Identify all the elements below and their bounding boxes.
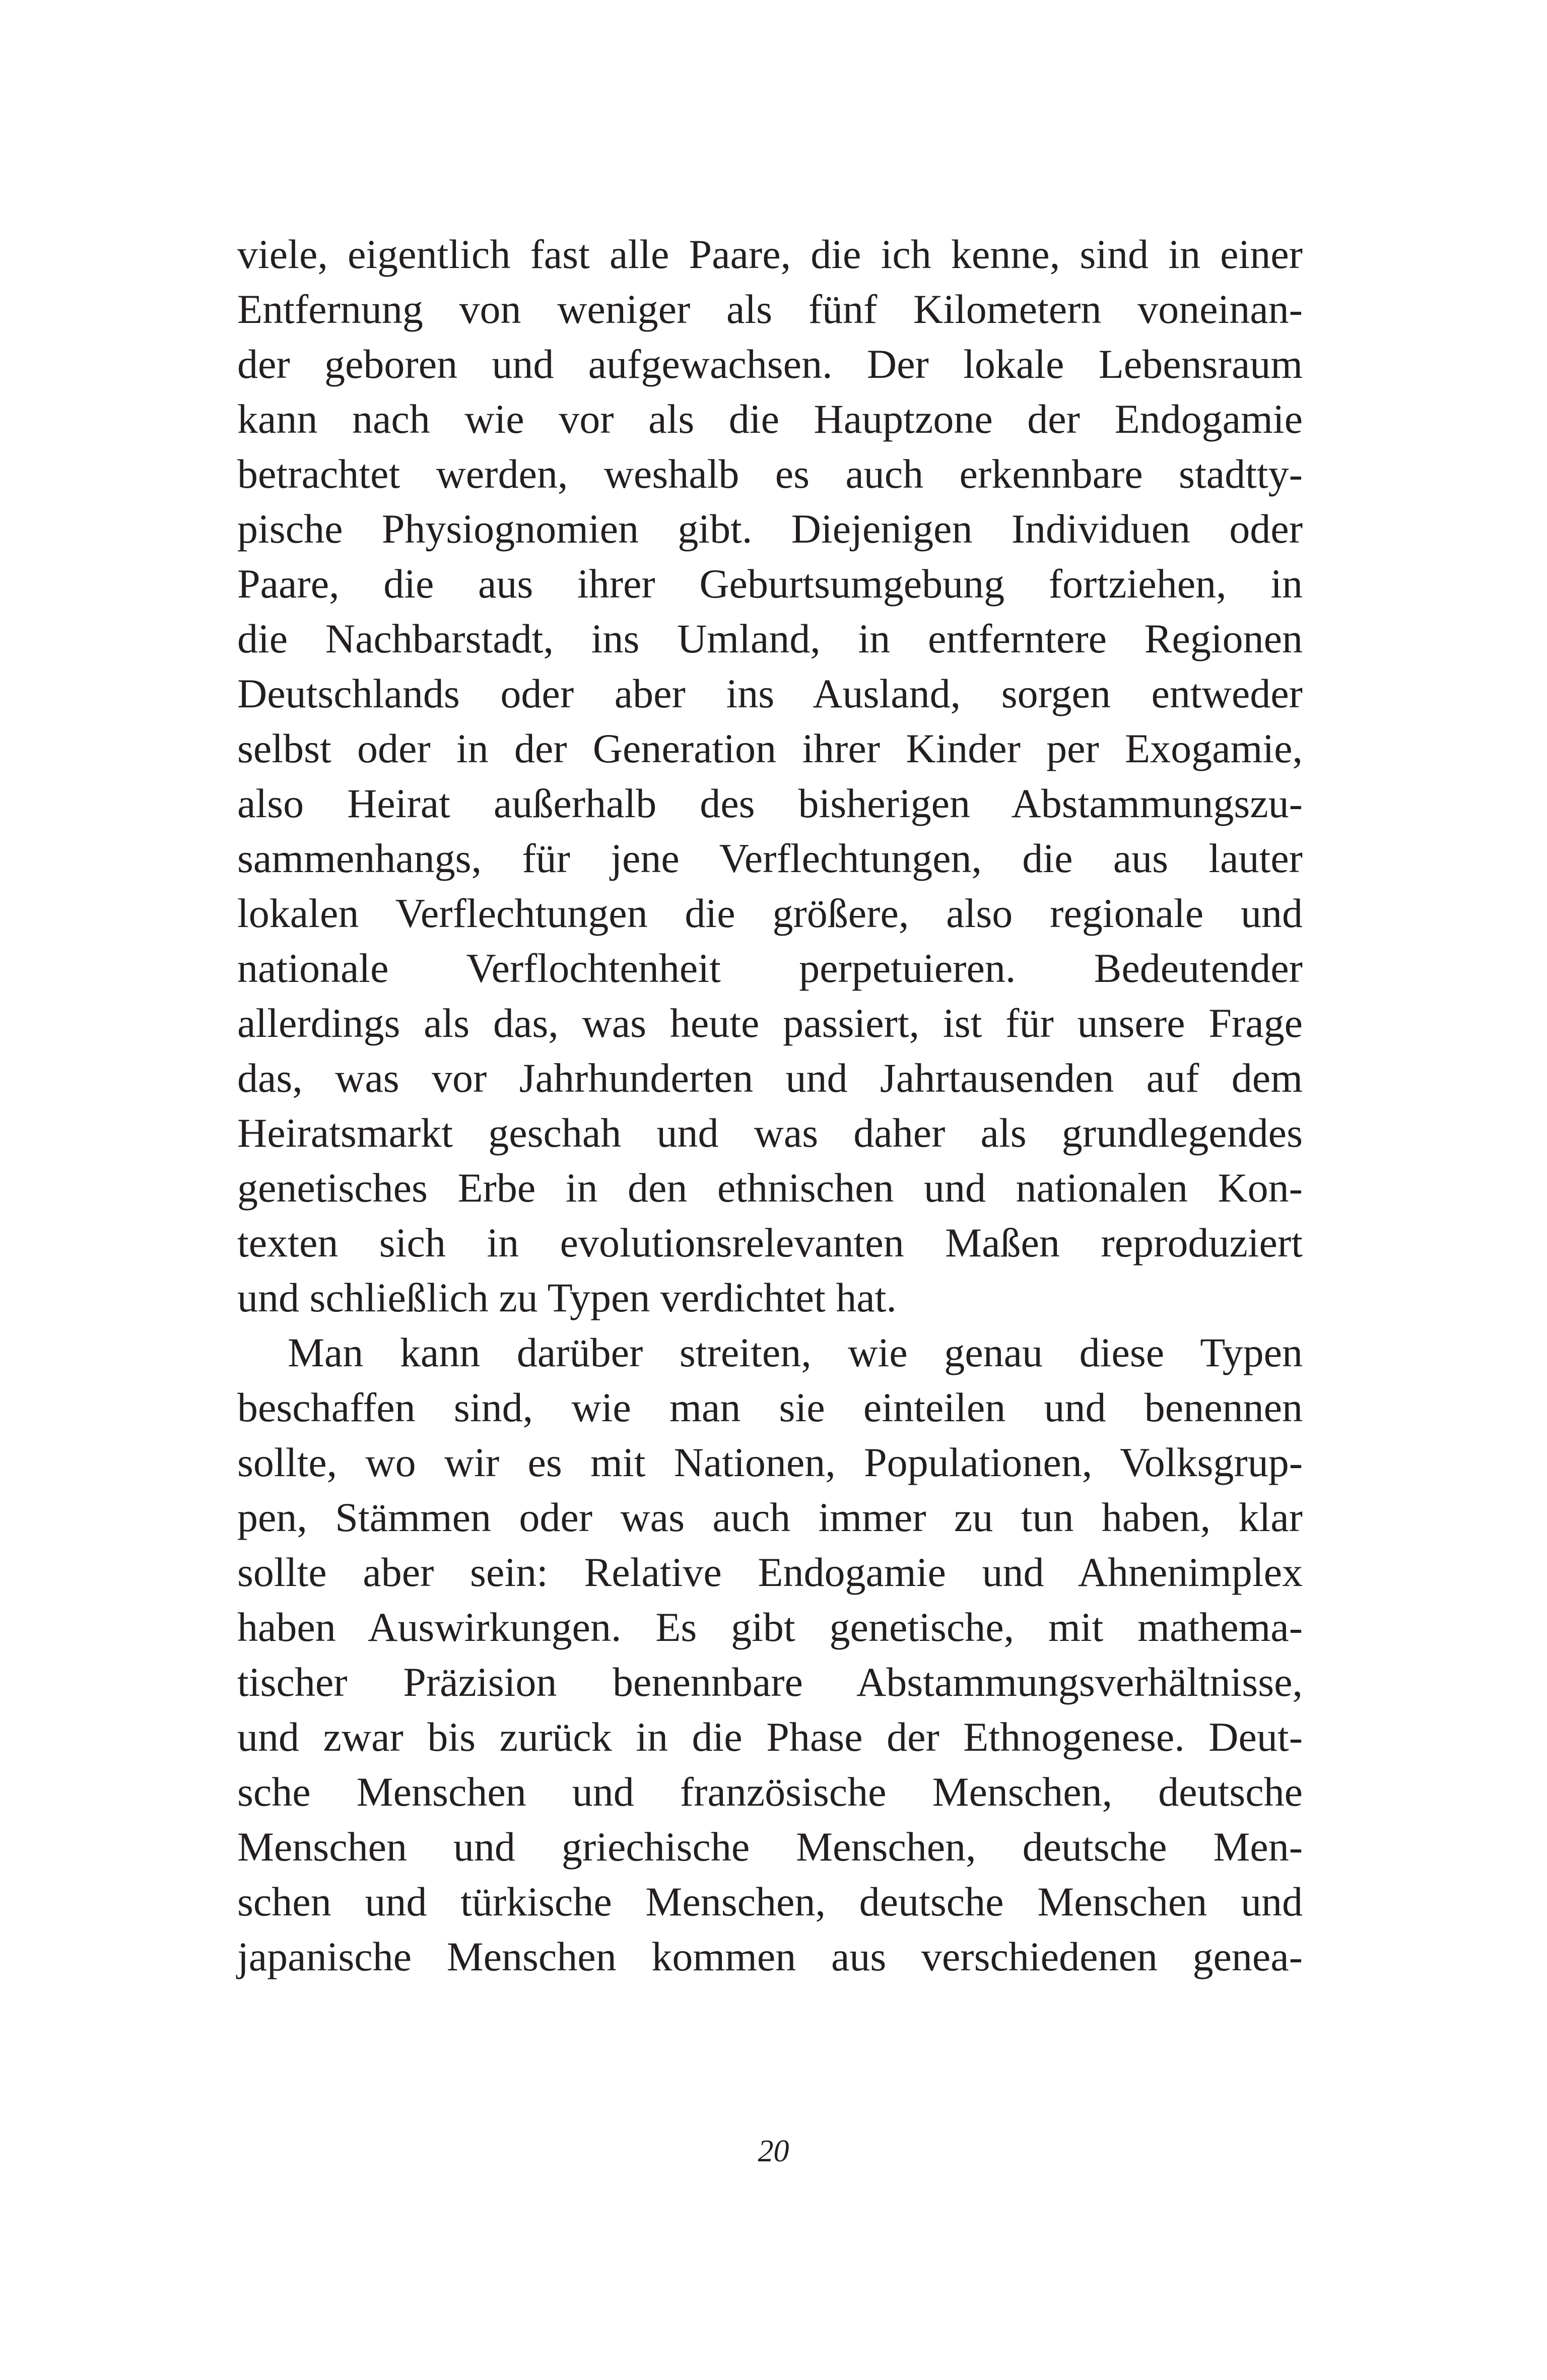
text-line: sollte, wo wir es mit Nationen, Populationen, Volksgrup-: [237, 1439, 1303, 1485]
text-line: nationale Verflochtenheit perpetuieren. Bedeutender: [237, 945, 1303, 991]
text-line: tischer Präzision benennbare Abstammungsverhältnisse,: [237, 1659, 1303, 1705]
text-line: betrachtet werden, weshalb es auch erkennbare stadtty-: [237, 451, 1303, 497]
text-line: sammenhangs, für jene Verflechtungen, die aus lauter: [237, 835, 1303, 881]
text-line: beschaffen sind, wie man sie einteilen und benennen: [237, 1384, 1303, 1430]
text-line: sollte aber sein: Relative Endogamie und Ahnenimplex: [237, 1549, 1303, 1595]
text-line: Heiratsmarkt geschah und was daher als grundlegendes: [237, 1110, 1303, 1156]
text-line: schen und türkische Menschen, deutsche Menschen und: [237, 1879, 1303, 1925]
text-line: pen, Stämmen oder was auch immer zu tun haben, klar: [237, 1494, 1303, 1540]
text-line: lokalen Verflechtungen die größere, also regionale und: [237, 890, 1303, 936]
text-line: genetisches Erbe in den ethnischen und nationalen Kon-: [237, 1165, 1303, 1211]
text-line: sche Menschen und französische Menschen, deutsche: [237, 1769, 1303, 1815]
text-line: japanische Menschen kommen aus verschiedenen genea-: [237, 1934, 1303, 1979]
text-line: und zwar bis zurück in die Phase der Ethnogenese. Deut-: [237, 1714, 1303, 1760]
text-line: allerdings als das, was heute passiert, ist für unsere Frage: [237, 1000, 1303, 1046]
paragraph: [237, 227, 1303, 1325]
text-line: der geboren und aufgewachsen. Der lokale Lebensraum: [237, 341, 1303, 387]
text-line: texten sich in evolutionsrelevanten Maßen reproduziert: [237, 1220, 1303, 1266]
text-line: das, was vor Jahrhunderten und Jahrtausenden auf dem: [237, 1055, 1303, 1101]
text-line: die Nachbarstadt, ins Umland, in entferntere Regionen: [237, 616, 1303, 662]
page-number: 20: [758, 2134, 789, 2168]
paragraph: [237, 1325, 1303, 1984]
text-line: viele, eigentlich fast alle Paare, die ich kenne, sind in einer: [237, 231, 1303, 277]
text-line: Deutschlands oder aber ins Ausland, sorgen entweder: [237, 671, 1303, 716]
text-line: haben Auswirkungen. Es gibt genetische, mit mathema-: [237, 1604, 1303, 1650]
text-line: also Heirat außerhalb des bisherigen Abstammungszu-: [237, 780, 1303, 826]
body-text: [237, 227, 1303, 1984]
text-line: Menschen und griechische Menschen, deutsche Men-: [237, 1824, 1303, 1870]
text-line: Entfernung von weniger als fünf Kilometern voneinan-: [237, 286, 1303, 332]
text-line: pische Physiognomien gibt. Diejenigen Individuen oder: [237, 506, 1303, 552]
text-line: Man kann darüber streiten, wie genau diese Typen: [288, 1330, 1303, 1375]
text-line: und schließlich zu Typen verdichtet hat.: [237, 1275, 897, 1320]
text-line: Paare, die aus ihrer Geburtsumgebung fortziehen, in: [237, 561, 1303, 607]
text-line: kann nach wie vor als die Hauptzone der Endogamie: [237, 396, 1303, 442]
text-line: selbst oder in der Generation ihrer Kinder per Exogamie,: [237, 725, 1303, 771]
